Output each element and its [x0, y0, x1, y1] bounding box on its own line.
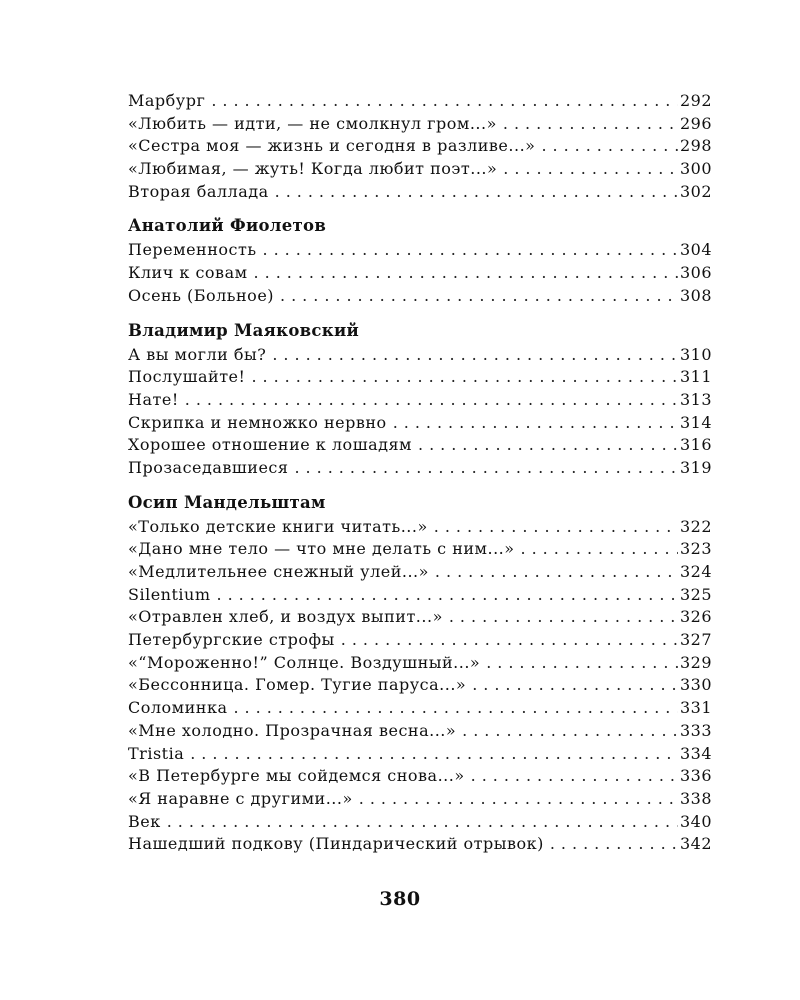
- dot-leader: [217, 584, 678, 607]
- toc-entry: [128, 90, 712, 113]
- toc-entry-page: 325: [679, 584, 712, 604]
- dot-leader: [393, 412, 678, 435]
- toc-entry-page: 302: [679, 181, 712, 201]
- toc-entry-page: 304: [679, 240, 712, 260]
- dot-leader: [503, 113, 678, 136]
- dot-leader: [435, 561, 678, 584]
- toc-entry-title: «Мне холодно. Прозрачная весна...»: [128, 720, 457, 740]
- toc-entry-title: А вы могли бы?: [128, 344, 267, 364]
- toc-entry-title: «Медлительнее снежный улей...»: [128, 562, 429, 581]
- toc-entry-title: «Дано мне тело — что мне делать с ним...»: [128, 539, 515, 559]
- toc-entry: [128, 262, 712, 285]
- dot-leader: [521, 538, 678, 561]
- toc-entry-page: 324: [679, 562, 712, 581]
- toc-entry-page: 311: [679, 367, 712, 387]
- toc-group: [128, 90, 712, 203]
- toc-entry-title: «Сестра моя — жизнь и сегодня в разливе...»: [128, 136, 536, 156]
- dot-leader: [462, 720, 678, 743]
- toc-entry-page: 323: [679, 539, 712, 559]
- toc-entry: [128, 366, 712, 389]
- toc-entry-title: «Отравлен хлеб, и воздух выпит...»: [128, 607, 443, 627]
- toc-entry: [128, 697, 712, 720]
- toc-entry: [128, 412, 712, 435]
- toc-entry-page: 319: [679, 457, 712, 477]
- toc-entry-page: 298: [679, 136, 712, 156]
- dot-leader: [294, 457, 677, 480]
- toc-entry-title: Нашедший подкову (Пиндарический отрывок): [128, 834, 544, 854]
- dot-leader: [550, 833, 678, 856]
- toc-entry: [128, 389, 712, 412]
- dot-leader: [185, 389, 678, 412]
- toc-entry-title: «“Мороженно!” Солнце. Воздушный...»: [128, 652, 481, 672]
- dot-leader: [341, 629, 678, 652]
- toc-entry-page: 338: [679, 788, 712, 808]
- toc-entry-page: 310: [679, 344, 712, 364]
- toc-entry-page: 308: [679, 285, 712, 305]
- dot-leader: [472, 674, 678, 697]
- author-heading: Анатолий Фиолетов: [128, 216, 327, 236]
- toc-entry: [128, 720, 712, 743]
- toc-entry-page: 313: [679, 389, 712, 409]
- toc-entry: [128, 158, 712, 181]
- toc-entry-page: 330: [679, 675, 712, 695]
- toc-entry: [128, 674, 712, 697]
- toc-entry-title: Вторая баллада: [128, 181, 269, 201]
- toc-entry-page: 322: [679, 516, 712, 536]
- toc-entry-title: «В Петербурге мы сойдемся снова...»: [128, 766, 465, 786]
- dot-leader: [503, 158, 678, 181]
- table-of-contents: [128, 90, 712, 856]
- toc-entry-page: 336: [679, 766, 712, 786]
- toc-entry-title: Марбург: [128, 91, 206, 110]
- dot-leader: [359, 788, 678, 811]
- toc-entry: [128, 434, 712, 457]
- toc-entry-title: Скрипка и немножко нервно: [128, 412, 387, 432]
- dot-leader: [486, 652, 678, 675]
- dot-leader: [254, 262, 678, 285]
- author-heading: Осип Мандельштам: [128, 492, 326, 512]
- toc-entry: [128, 285, 712, 308]
- dot-leader: [275, 181, 678, 204]
- toc-entry-title: Век: [128, 811, 161, 831]
- toc-entry-page: 331: [679, 698, 712, 718]
- toc-entry-title: Хорошее отношение к лошадям: [128, 435, 412, 455]
- dot-leader: [471, 765, 678, 788]
- toc-entry: [128, 113, 712, 136]
- toc-entry-title: Tristia: [128, 743, 185, 763]
- toc-entry-page: 292: [679, 91, 712, 110]
- toc-entry-page: 296: [679, 113, 712, 133]
- toc-entry: [128, 135, 712, 158]
- toc-entry: [128, 457, 712, 480]
- toc-entry: [128, 584, 712, 607]
- toc-entry: [128, 606, 712, 629]
- toc-entry: [128, 561, 712, 584]
- toc-entry: [128, 765, 712, 788]
- toc-entry-title: «Бессонница. Гомер. Тугие паруса...»: [128, 675, 467, 695]
- dot-leader: [449, 606, 678, 629]
- toc-entry-page: 314: [679, 412, 712, 432]
- toc-entry: [128, 239, 712, 262]
- toc-entry: [128, 181, 712, 204]
- toc-entry-page: 327: [679, 630, 712, 650]
- toc-entry-title: Послушайте!: [128, 367, 246, 387]
- dot-leader: [280, 285, 678, 308]
- toc-group: [128, 215, 712, 307]
- dot-leader: [263, 239, 678, 262]
- toc-group: [128, 492, 712, 856]
- toc-entry: [128, 516, 712, 539]
- toc-entry-title: Клич к совам: [128, 263, 248, 283]
- toc-entry-title: Silentium: [128, 584, 211, 604]
- dot-leader: [418, 434, 678, 457]
- toc-entry-title: «Любить — идти, — не смолкнул гром...»: [128, 113, 497, 133]
- toc-entry-page: 329: [679, 652, 712, 672]
- toc-entry-title: Переменность: [128, 240, 257, 260]
- toc-entry-page: 342: [679, 834, 712, 854]
- toc-entry: [128, 833, 712, 856]
- toc-entry: [128, 652, 712, 675]
- toc-entry: [128, 538, 712, 561]
- toc-entry-title: «Я наравне с другими...»: [128, 788, 353, 808]
- toc-entry-page: 334: [679, 743, 712, 763]
- toc-entry-title: «Любимая, — жуть! Когда любит поэт...»: [128, 159, 498, 179]
- dot-leader: [211, 90, 678, 113]
- toc-entry-title: Петербургские строфы: [128, 630, 335, 650]
- toc-entry: [128, 788, 712, 811]
- toc-entry-page: 300: [679, 159, 712, 179]
- dot-leader: [434, 516, 678, 539]
- toc-entry-page: 333: [679, 720, 712, 740]
- toc-entry-page: 326: [679, 607, 712, 627]
- toc-entry: [128, 344, 712, 367]
- toc-group: [128, 320, 712, 480]
- dot-leader: [190, 743, 678, 766]
- toc-entry-page: 306: [679, 263, 712, 283]
- dot-leader: [272, 344, 678, 367]
- toc-entry-title: Осень (Больное): [128, 285, 275, 305]
- toc-entry-page: 316: [679, 435, 712, 455]
- toc-entry: [128, 811, 712, 834]
- author-heading: Владимир Маяковский: [128, 320, 360, 340]
- toc-entry-title: Прозаседавшиеся: [128, 457, 289, 477]
- dot-leader: [233, 697, 677, 720]
- toc-entry-title: «Только детские книги читать...»: [128, 516, 428, 536]
- page-number: 380: [379, 888, 421, 910]
- toc-entry-title: Соломинка: [128, 698, 228, 718]
- dot-leader: [541, 135, 678, 158]
- toc-entry-title: Нате!: [128, 389, 179, 409]
- dot-leader: [167, 811, 678, 834]
- toc-entry-page: 340: [679, 811, 712, 831]
- toc-entry: [128, 743, 712, 766]
- dot-leader: [251, 366, 678, 389]
- toc-entry: [128, 629, 712, 652]
